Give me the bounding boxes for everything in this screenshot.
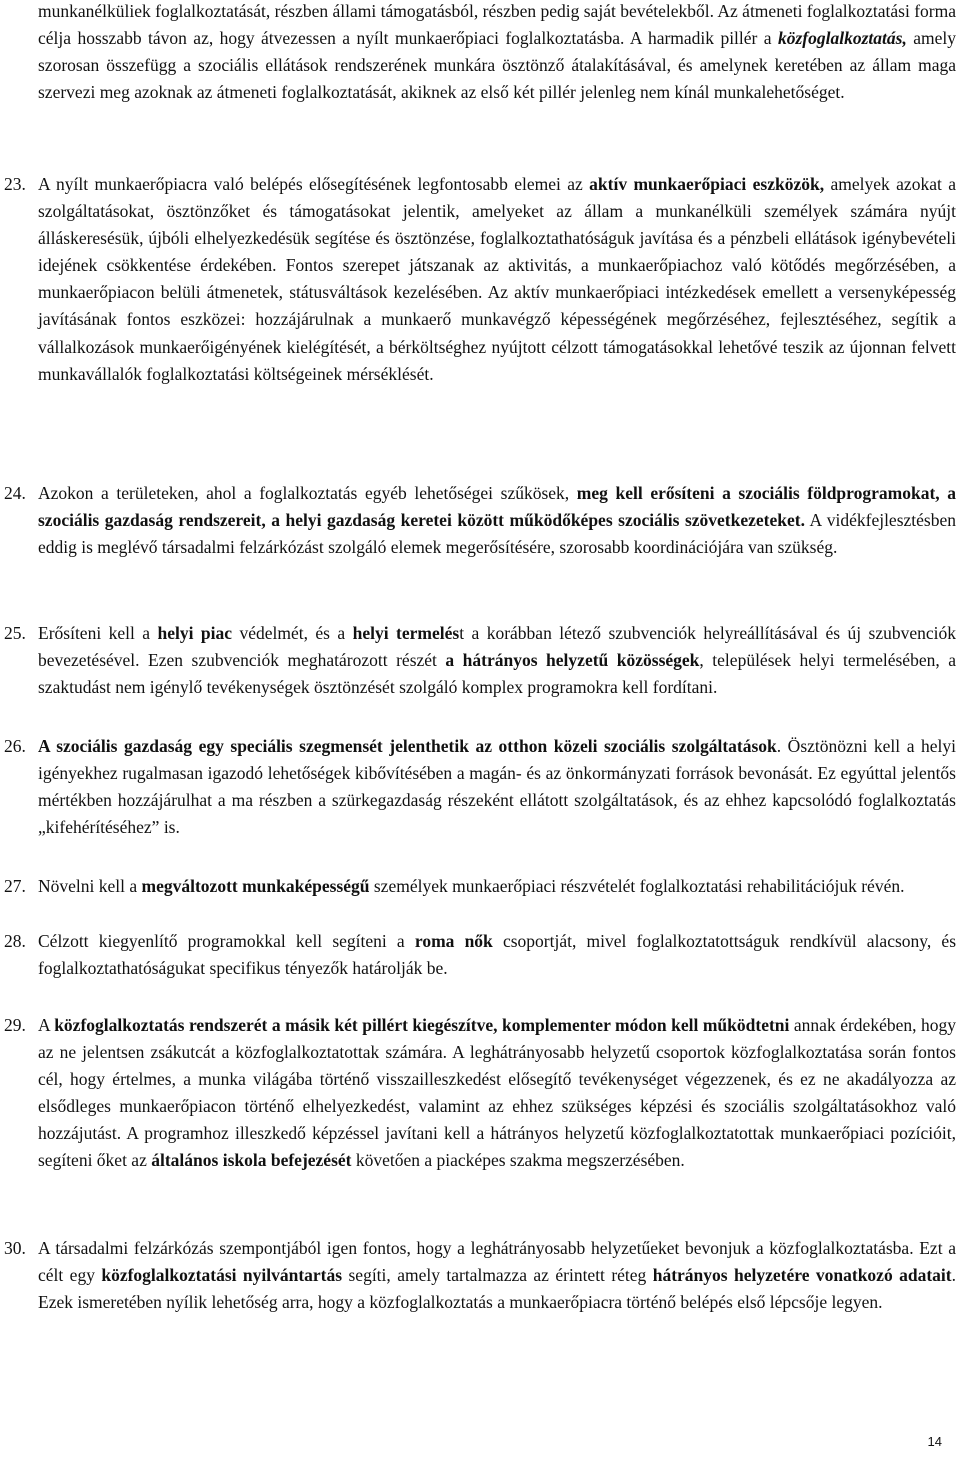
paragraph-number: 26. — [4, 736, 26, 756]
paragraph-body — [38, 1012, 956, 1175]
text-run: . Ösztönözni kell a helyi igényekhez rugalmasan igazodó lehetőségek kibővítésében a magán- és az önkormányzati források bevonását. Ez egyúttal jelentős mértékben hozzájárulhat a ma részben a szürkegazdaság részeként ellátott szolgáltatások, és az ehhez kapcsolódó foglalkoztatás „kifehérítéséhez” is. — [38, 736, 956, 838]
text-run: A vidékfejlesztésben eddig is meglévő társadalmi felzárkózást szolgáló elemek megerősítésére, szorosabb koordinációjára van szükség. — [38, 510, 956, 558]
paragraph-body — [38, 733, 956, 841]
text-run: csoportját, mivel foglalkoztatottságuk rendkívül alacsony, és foglalkoztathatóságukat specifikus tényezők határolják be. — [38, 931, 957, 979]
text-run: annak érdekében, hogy az ne jelentsen zsákutcát a közfoglalkoztatottak számára. A leghátrányosabb helyzetű csoportok közfoglalkoztatása során fontos cél, hogy értelmes, a munka világába történő visszailleszkedést elősegítő tevékenységet végezzenek, és ez ne akadályozza az elsődleges munkaerőpiacon történő elhelyezkedést, valamint az ehhez szükséges képzési és szociális szolgáltatásokhoz való hozzájutást. A programhoz illeszkedő képzéssel javítani kell a hátrányos helyzetű közfoglalkoztatottak munkaerőpiaci pozícióit, segíteni őket az — [38, 1015, 956, 1171]
bold-run: meg kell erősíteni a szociális földprogramokat, a szociális gazdaság rendszereit, a helyi gazdaság keretei között működőképes szociális szövetkezeteket. — [38, 483, 957, 531]
text-run: A — [38, 1015, 55, 1035]
paragraph-number: 30. — [4, 1238, 26, 1258]
bold-run: általános iskola befejezését — [151, 1150, 352, 1171]
text-run: Erősíteni kell a — [38, 623, 158, 643]
paragraph-number: 24. — [4, 483, 26, 503]
text-run: amely szorosan összefügg a szociális ellátások rendszerének munkára ösztönző átalakításával, és amelynek keretében az állam maga szervezi meg azoknak az átmeneti foglalkoztatását, akiknek az első két pillér jelenleg nem kínál munkalehetőséget. — [38, 28, 957, 103]
text-run: személyek munkaerőpiaci részvételét foglalkoztatási rehabilitációjuk révén. — [369, 876, 905, 896]
text-run: amelyek azokat a szolgáltatásokat, ösztönzőket és támogatásokat jelentik, amelyeket az állam a munkanélküli személyek számára nyújt álláskeresésük, újbóli elhelyezkedésük segítése és ösztönzése, foglalkoztathatóságuk javítása és a pénzbeli ellátások igénybevételi idejének csökkentése érdekében. Fontos szerepet játszanak az aktivitás, a munkaerőpiachoz való kötődés megőrzésében, a munkaerőpiacon belüli átmenetek, státusváltások kezelésében. Az aktív munkaerőpiaci intézkedések emellett a versenyképesség javításának fontos eszközei: hozzájárulnak a munkaerő munkavégző képességének megőrzéséhez, fejlesztéséhez, segítik a vállalkozások munkaerőigényének kielégítését, a bérköltséghez nyújtott célzott támogatásokkal lehetővé teszik az újonnan felvett munkavállalók foglalkoztatási költségeinek mérséklését. — [38, 174, 956, 384]
bold-run: roma nők — [414, 931, 493, 951]
text-run: védelmét, és a — [232, 623, 353, 643]
numbered-paragraph-23 — [4, 171, 956, 388]
continuation-paragraph — [38, 0, 956, 106]
numbered-paragraph-24 — [4, 480, 956, 561]
paragraph-number: 25. — [4, 623, 26, 643]
bold-run: közfoglalkoztatási nyilvántartás — [101, 1265, 343, 1286]
paragraph-number: 29. — [4, 1015, 26, 1035]
numbered-paragraph-30 — [4, 1235, 956, 1316]
paragraph-body — [38, 620, 956, 701]
bold-run: A szociális gazdaság egy speciális szegmensét jelenthetik az otthon közeli szociális szolgáltatások — [38, 736, 777, 756]
numbered-paragraph-26 — [4, 733, 956, 841]
bold-run: helyi termelés — [352, 623, 460, 643]
paragraph-body — [38, 171, 956, 388]
numbered-paragraph-27 — [4, 873, 956, 900]
bold-run: helyi piac — [157, 623, 233, 643]
text-run: Azokon a területeken, ahol a foglalkoztatás egyéb lehetőségei szűkösek, — [38, 483, 577, 503]
bold-run: megváltozott munkaképességű — [141, 876, 370, 896]
text-run: követően a piacképes szakma megszerzésében. — [351, 1150, 685, 1171]
bold-run: aktív munkaerőpiaci eszközök, — [589, 174, 825, 194]
paragraph-number: 28. — [4, 931, 26, 951]
bold-italic-run: közfoglalkoztatás, — [777, 28, 907, 49]
text-run: A nyílt munkaerőpiacra való belépés elősegítésének legfontosabb elemei az — [38, 174, 590, 194]
text-run: A társadalmi felzárkózás szempontjából igen fontos, hogy a leghátrányosabb helyzetűeket bevonjuk a közfoglalkoztatásba. Ezt a célt egy — [38, 1238, 956, 1286]
numbered-paragraph-25 — [4, 620, 956, 701]
paragraph-body — [38, 928, 956, 982]
text-run: munkanélküliek foglalkoztatását, részben állami támogatásból, részben pedig saját bevételekből. Az átmeneti foglalkoztatási forma célja hosszabb távon az, hogy átvezessen a nyílt munkaerőpiaci foglalkoztatásba. A harmadik pillér a — [38, 1, 956, 49]
paragraph-body — [38, 1235, 956, 1316]
text-run: . Ezek ismeretében nyílik lehetőség arra, hogy a közfoglalkoztatás a munkaerőpiacra történő belépés első lépcsője legyen. — [38, 1265, 956, 1313]
numbered-paragraph-29 — [4, 1012, 956, 1175]
text-run: Növelni kell a — [38, 876, 142, 896]
paragraph-number: 23. — [4, 174, 26, 194]
paragraph-body — [38, 480, 956, 561]
paragraph-body — [38, 873, 956, 900]
bold-run: hátrányos helyzetére vonatkozó adatait — [652, 1265, 952, 1286]
numbered-paragraph-28 — [4, 928, 956, 982]
bold-run: a hátrányos helyzetű közösségek — [445, 650, 700, 671]
bold-run: közfoglalkoztatás rendszerét a másik két pillért kiegészítve, komplementer módon kell működtetni — [54, 1015, 790, 1035]
paragraph-number: 27. — [4, 876, 26, 896]
text-run: segíti, amely tartalmazza az érintett réteg — [342, 1265, 653, 1286]
text-run: Célzott kiegyenlítő programokkal kell segíteni a — [38, 931, 415, 951]
text-run: t a korábban létező szubvenciók helyreállításával és új szubvenciók bevezetésével. Ezen szubvenciók meghatározott részét — [38, 623, 957, 671]
text-run: , települések helyi termelésében, a szaktudást nem igénylő tevékenységek ösztönzését szolgáló komplex programokra kell fordítani. — [38, 650, 956, 698]
page-number: 14 — [927, 1434, 942, 1449]
